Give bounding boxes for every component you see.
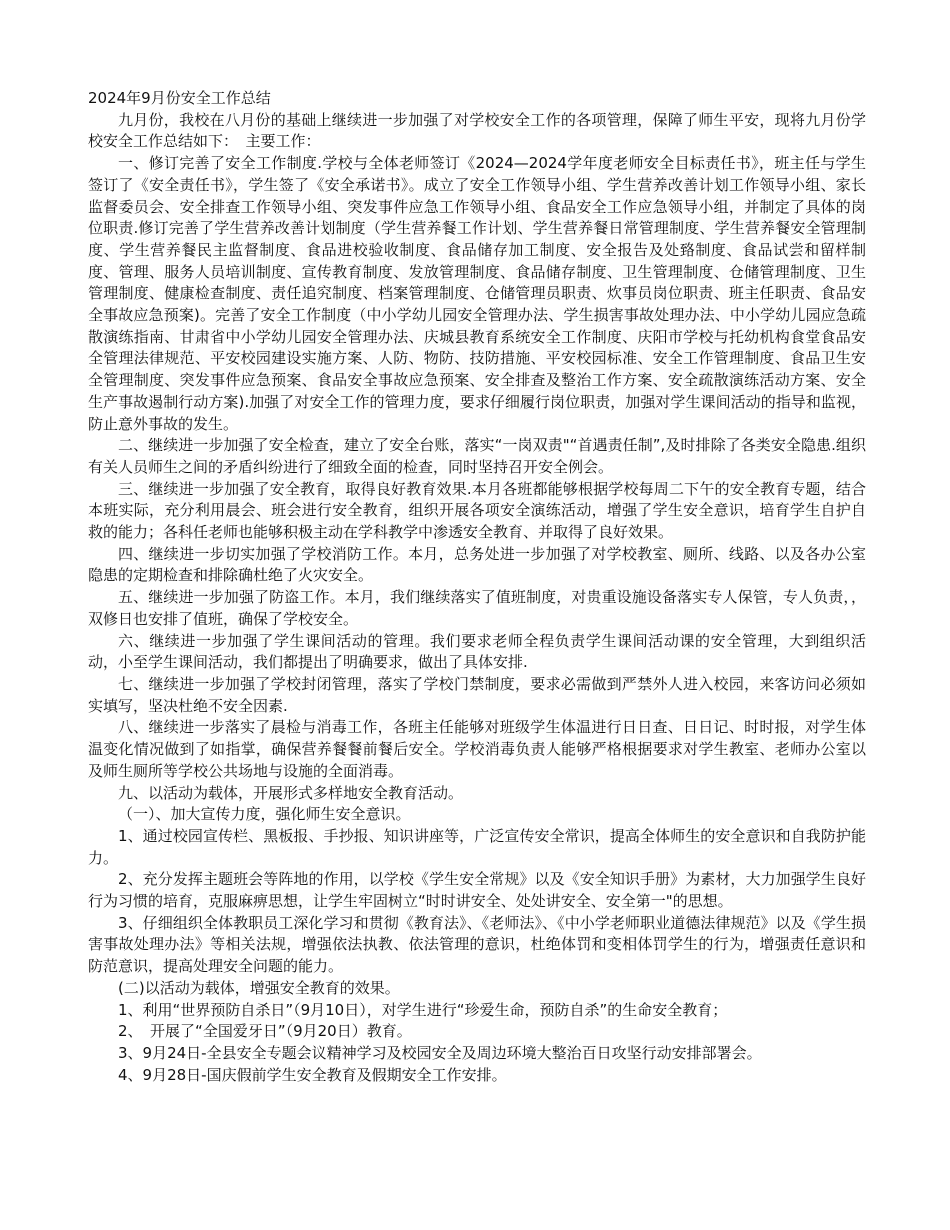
subsection-1-heading: （一）、加大宣传力度，强化师生安全意识。 <box>118 805 411 824</box>
section-5-anti-theft: 五、继续进一步加强了防盗工作。本月，我们继续落实了值班制度，对贵重设施设备落实专人保管，专人负责，，双修日也安排了值班，确保了学校安全。 <box>88 588 866 628</box>
section-2-safety-inspection: 二、继续进一步加强了安全检查，建立了安全台账，落实“一岗双责"“首遇责任制”,及时排除了各类安全隐患.组织有关人员师生之间的矛盾纠纷进行了细致全面的检查，同时坚持召开安全例会。 <box>88 436 866 476</box>
subsection-1-item-2: 2、充分发挥主题班会等阵地的作用，以学校《学生安全常规》以及《安全知识手册》为素材，大力加强学生良好行为习惯的培育，克服麻痹思想，让学生牢固树立“时时讲安全、处处讲安全、安全第一"的思想。 <box>88 870 866 911</box>
subsection-2-item-3: 3、9月24日-全县安全专题会议精神学习及校园安全及周边环境大整治百日攻坚行动安排部署会。 <box>118 1043 762 1062</box>
document-body <box>88 88 866 1086</box>
section-9-activities: 九、以活动为载体，开展形式多样地安全教育活动。 <box>118 783 464 802</box>
subsection-1-item-3: 3、仔细组织全体教职员工深化学习和贯彻《教育法》、《老师法》、《中小学老师职业道德法律规范》以及《学生损害事故处理办法》等相关法规，增强依法执教、依法管理的意识，杜绝体罚和变相体罚学生的行为，增强责任意识和防范意识，提高处理安全问题的能力。 <box>88 913 866 976</box>
subsection-2-item-1: 1、利用“世界预防自杀日”（9月10日），对学生进行“珍爱生命，预防自杀”的生命安全教育； <box>118 1000 728 1019</box>
intro-paragraph: 九月份，我校在八月份的基础上继续进一步加强了对学校安全工作的各项管理，保障了师生平安，现将九月份学校安全工作总结如下： 主要工作： <box>88 110 866 151</box>
section-7-closed-campus: 七、继续进一步加强了学校封闭管理，落实了学校门禁制度，要求必需做到严禁外人进入校园，来客访问必须如实填写，坚决杜绝不安全因素. <box>88 674 866 715</box>
subsection-2-heading: (二)以活动为载体，增强安全教育的效果。 <box>118 978 400 997</box>
document-title: 2024年9月份安全工作总结 <box>88 89 271 107</box>
subsection-1-item-1: 1、通过校园宣传栏、黑板报、手抄报、知识讲座等，广泛宣传安全常识，提高全体师生的安全意识和自我防护能力。 <box>88 826 866 867</box>
section-4-fire-safety: 四、继续进一步切实加强了学校消防工作。本月，总务处进一步加强了对学校教室、厕所、线路、以及各办公室隐患的定期检查和排除确杜绝了火灾安全。 <box>88 544 866 585</box>
section-3-safety-education: 三、继续进一步加强了安全教育，取得良好教育效果.本月各班都能够根据学校每周二下午的安全教育专题，结合本班实际，充分利用晨会、班会进行安全教育，组织开展各项安全演练活动，增强了学生安全意识，培育学生自护自救的能力；各科任老师也能够积极主动在学科教学中渗透安全教育、并取得了良好效果。 <box>88 479 866 542</box>
section-1-safety-rules: 一、修订完善了安全工作制度.学校与全体老师签订《2024—2024学年度老师安全目标责任书》，班主任与学生签订了《安全责任书》，学生签了《安全承诺书》。成立了安全工作领导小组、学生营养改善计划工作领导小组、家长监督委员会、安全排查工作领导小组、突发事件应急工作领导小组、食品安全工作应急领导小组，并制定了具体的岗位职责.修订完善了学生营养改善计划制度（学生营养餐工作计划、学生营养餐日常管理制度、学生营养餐安全管理制度、学生营养餐民主监督制度、食品进校验收制度、食品储存加工制度、安全报告及处臵制度、食品试尝和留样制度、管理、服务人员培训制度、宣传教育制度、发放管理制度、食品储存制度、卫生管理制度、仓储管理制度、卫生管理制度、健康检查制度、责任追究制度、档案管理制度、仓储管理员职责、炊事员岗位职责、班主任职责、食品安全事故应急预案)。完善了安全工作制度（中小学幼儿园安全管理办法、学生损害事故处理办法、中小学幼儿园应急疏散演练指南、甘肃省中小学幼儿园安全管理办法、庆城县教育系统安全工作制度、庆阳市学校与托幼机构食堂食品安全管理法律规范、平安校园建设实施方案、人防、物防、技防措施、平安校园标准、安全工作管理制度、食品卫生安全管理制度、突发事件应急预案、食品安全事故应急预案、安全排查及整治工作方案、安全疏散演练活动方案、安全生产事故遏制行动方案).加强了对安全工作的管理力度，要求仔细履行岗位职责，加强对学生课间活动的指导和监视，防止意外事故的发生。 <box>88 154 866 433</box>
section-8-morning-check-disinfection: 八、继续进一步落实了晨检与消毒工作，各班主任能够对班级学生体温进行日日查、日日记、时时报，对学生体温变化情况做到了如指掌，确保营养餐餐前餐后安全。学校消毒负责人能够严格根据要求对学生教室、老师办公室以及师生厕所等学校公共场地与设施的全面消毒。 <box>88 718 866 780</box>
subsection-2-item-4: 4、9月28日-国庆假前学生安全教育及假期安全工作安排。 <box>118 1065 507 1084</box>
subsection-2-item-2: 2、 开展了“全国爱牙日”（9月20日）教育。 <box>118 1022 412 1041</box>
section-6-break-activities: 六、继续进一步加强了学生课间活动的管理。我们要求老师全程负责学生课间活动课的安全管理，大到组织活动，小至学生课间活动，我们都提出了明确要求，做出了具体安排. <box>88 631 866 672</box>
